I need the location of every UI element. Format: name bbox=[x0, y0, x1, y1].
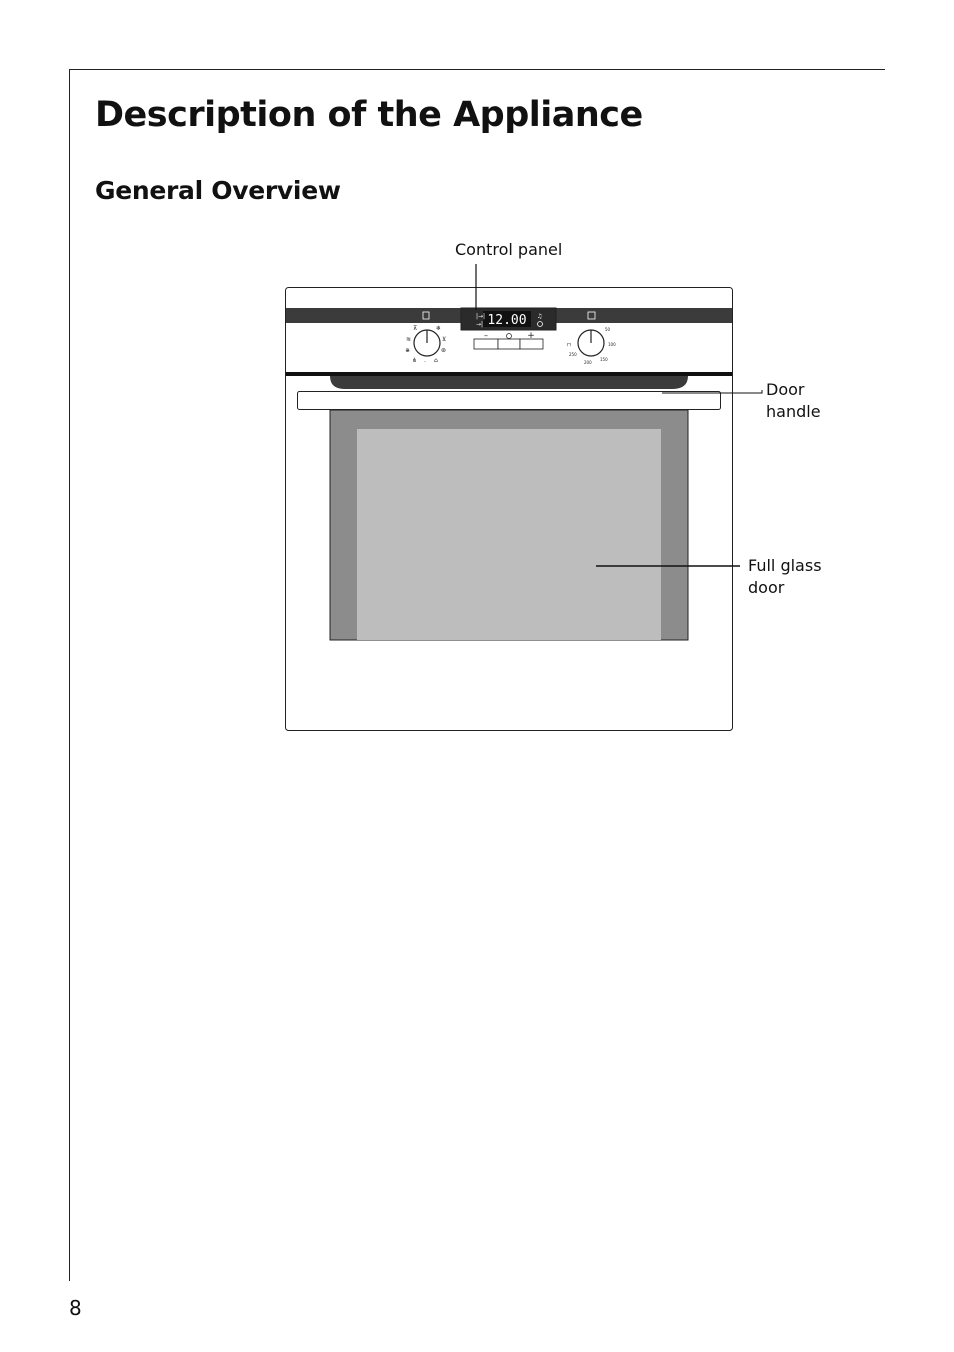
fan-grill-icon: ⋇ bbox=[405, 347, 411, 354]
max-temp-icon: ⊓ bbox=[567, 342, 571, 348]
timer-start-icon: |→| bbox=[476, 313, 486, 320]
page-title: Description of the Appliance bbox=[95, 95, 643, 135]
pizza-icon: ⋔ bbox=[412, 357, 418, 364]
bell-icon: ♫ bbox=[537, 313, 543, 320]
temp-mark-250: 250 bbox=[569, 352, 577, 357]
grill-icon: ≋ bbox=[406, 336, 412, 343]
door-vent bbox=[330, 376, 688, 389]
temp-mark-50: 50 bbox=[605, 327, 611, 332]
temp-mark-100: 100 bbox=[608, 342, 616, 347]
display-time: 12.00 bbox=[487, 313, 527, 328]
plus-label: + bbox=[527, 331, 535, 341]
minus-button[interactable] bbox=[474, 339, 498, 349]
light-icon: · bbox=[424, 359, 426, 366]
full-glass-door-label bbox=[748, 555, 822, 599]
full-glass-door bbox=[357, 429, 661, 640]
door-handle[interactable] bbox=[298, 392, 721, 410]
door-handle-label-line2: handle bbox=[766, 402, 821, 421]
bottom-heat-icon: ⊻ bbox=[442, 336, 447, 343]
conventional-icon: ⌂ bbox=[434, 357, 438, 364]
door-handle-label-line1: Door bbox=[766, 380, 805, 399]
full-glass-door-label-line1: Full glass bbox=[748, 556, 822, 575]
defrost-icon: ❄ bbox=[436, 325, 442, 332]
minus-label: – bbox=[484, 331, 488, 340]
door-top-edge bbox=[286, 372, 732, 376]
door-handle-label bbox=[766, 379, 821, 423]
temp-mark-200: 200 bbox=[584, 360, 592, 365]
full-glass-door-label-line2: door bbox=[748, 578, 785, 597]
clock-button[interactable] bbox=[498, 339, 520, 349]
top-heat-icon: ⊼ bbox=[413, 325, 418, 332]
page-number: 8 bbox=[69, 1296, 82, 1320]
control-panel-label-text: Control panel bbox=[455, 240, 563, 259]
fan-icon: ⊛ bbox=[441, 347, 447, 354]
section-title: General Overview bbox=[95, 176, 341, 205]
temp-mark-150: 150 bbox=[600, 357, 608, 362]
timer-end-icon: →| bbox=[476, 321, 484, 328]
control-panel-label bbox=[455, 239, 562, 261]
